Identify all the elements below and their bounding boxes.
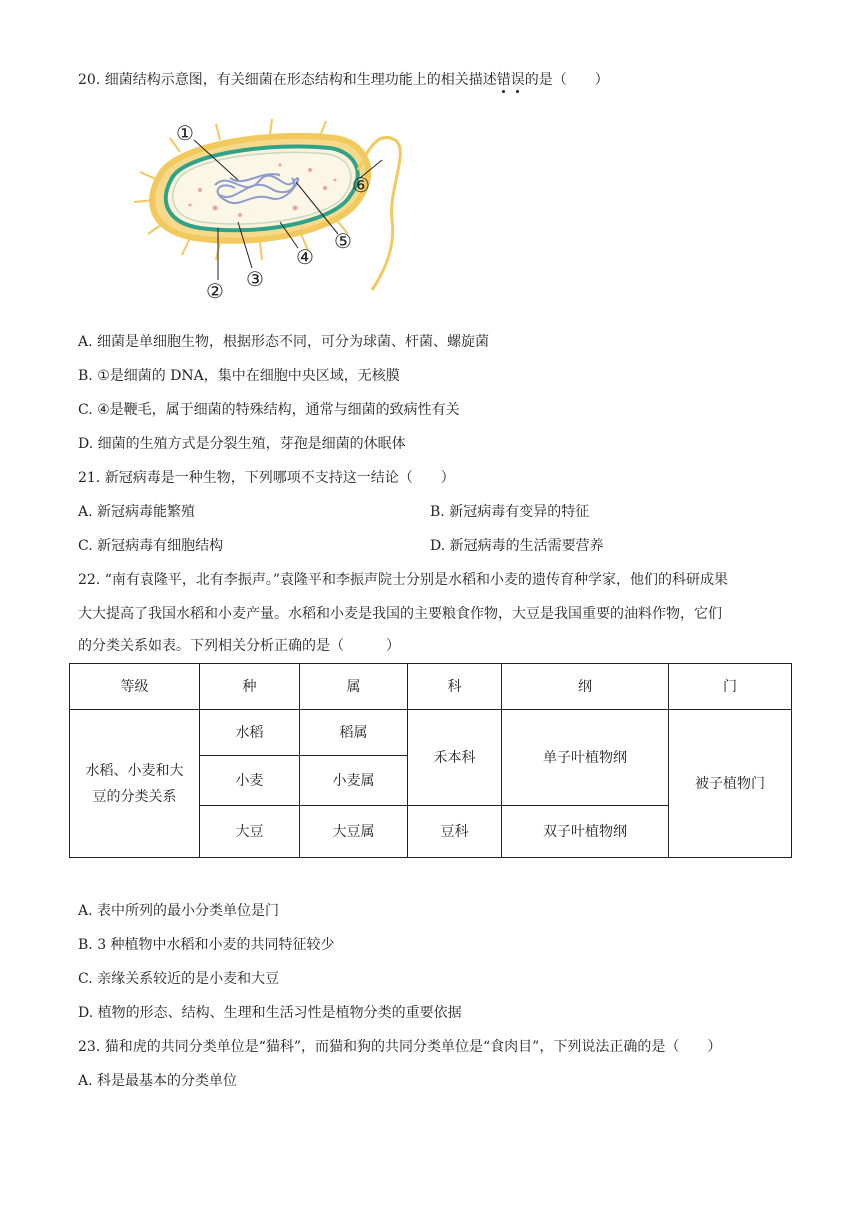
q21-option-c: C. 新冠病毒有细胞结构 bbox=[78, 538, 224, 554]
family-cell: 豆科 bbox=[408, 806, 502, 858]
label-2: ② bbox=[206, 279, 224, 303]
emphasis-char: 错 bbox=[496, 72, 511, 88]
bacteria-diagram bbox=[120, 110, 420, 310]
question-22-stem-line1: 22. “南有袁隆平，北有李振声。”袁隆平和李振声院士分别是水稻和小麦的遗传育种学家，他们的科研成果 bbox=[78, 572, 729, 588]
q22-option-a: A. 表中所列的最小分类单位是门 bbox=[78, 903, 280, 919]
label-1: ① bbox=[176, 121, 194, 145]
species-cell: 水稻 bbox=[200, 710, 300, 756]
q21-option-b: B. 新冠病毒有变异的特征 bbox=[430, 504, 590, 520]
label-3: ③ bbox=[246, 267, 264, 291]
header-class: 纲 bbox=[502, 664, 669, 710]
question-20-stem: 20. 细菌结构示意图，有关细菌在形态结构和生理功能上的相关描述错误的是（ ） bbox=[78, 72, 609, 88]
label-4: ④ bbox=[296, 245, 314, 269]
table-row bbox=[70, 710, 792, 756]
header-family: 科 bbox=[408, 664, 502, 710]
family-cell: 禾本科 bbox=[408, 710, 502, 806]
q20-option-a: A. 细菌是单细胞生物，根据形态不同，可分为球菌、杆菌、螺旋菌 bbox=[78, 334, 490, 350]
class-cell: 单子叶植物纲 bbox=[502, 710, 669, 806]
genus-cell: 稻属 bbox=[300, 710, 408, 756]
q22-option-c: C. 亲缘关系较近的是小麦和大豆 bbox=[78, 971, 280, 987]
q22-option-b: B. 3 种植物中水稻和小麦的共同特征较少 bbox=[78, 937, 335, 953]
label-5: ⑤ bbox=[334, 229, 352, 253]
phylum-cell: 被子植物门 bbox=[669, 710, 792, 858]
question-22-stem-line2: 大大提高了我国水稻和小麦产量。水稻和小麦是我国的主要粮食作物，大豆是我国重要的油料作物，它们 bbox=[78, 606, 722, 622]
species-cell: 大豆 bbox=[200, 806, 300, 858]
question-22-stem-line3: 的分类关系如表。下列相关分析正确的是（ ） bbox=[78, 638, 400, 654]
question-23-stem: 23. 猫和虎的共同分类单位是“猫科”，而猫和狗的共同分类单位是“食肉目”，下列说法正确的是（ ） bbox=[78, 1039, 722, 1055]
q20-option-c: C. ④是鞭毛，属于细菌的特殊结构，通常与细菌的致病性有关 bbox=[78, 402, 460, 418]
header-phylum: 门 bbox=[669, 664, 792, 710]
species-cell: 小麦 bbox=[200, 756, 300, 806]
q20-option-b: B. ①是细菌的 DNA，集中在细胞中央区域，无核膜 bbox=[78, 368, 400, 384]
label-6: ⑥ bbox=[352, 173, 370, 197]
class-cell: 双子叶植物纲 bbox=[502, 806, 669, 858]
emphasis-char: 误 bbox=[510, 72, 525, 88]
genus-cell: 大豆属 bbox=[300, 806, 408, 858]
q22-option-d: D. 植物的形态、结构、生理和生活习性是植物分类的重要依据 bbox=[78, 1005, 462, 1021]
header-species: 种 bbox=[200, 664, 300, 710]
q23-option-a: A. 科是最基本的分类单位 bbox=[78, 1073, 238, 1089]
row-label: 水稻、小麦和大 豆的分类关系 bbox=[70, 710, 200, 858]
flagellum bbox=[358, 137, 400, 290]
header-level: 等级 bbox=[70, 664, 200, 710]
q20-option-d: D. 细菌的生殖方式是分裂生殖，芽孢是细菌的休眠体 bbox=[78, 436, 406, 452]
header-genus: 属 bbox=[300, 664, 408, 710]
genus-cell: 小麦属 bbox=[300, 756, 408, 806]
q21-option-a: A. 新冠病毒能繁殖 bbox=[78, 504, 196, 520]
q21-option-d: D. 新冠病毒的生活需要营养 bbox=[430, 538, 604, 554]
table-header-row bbox=[70, 664, 792, 710]
classification-table bbox=[69, 663, 792, 858]
question-21-stem: 21. 新冠病毒是一种生物，下列哪项不支持这一结论（ ） bbox=[78, 470, 455, 486]
